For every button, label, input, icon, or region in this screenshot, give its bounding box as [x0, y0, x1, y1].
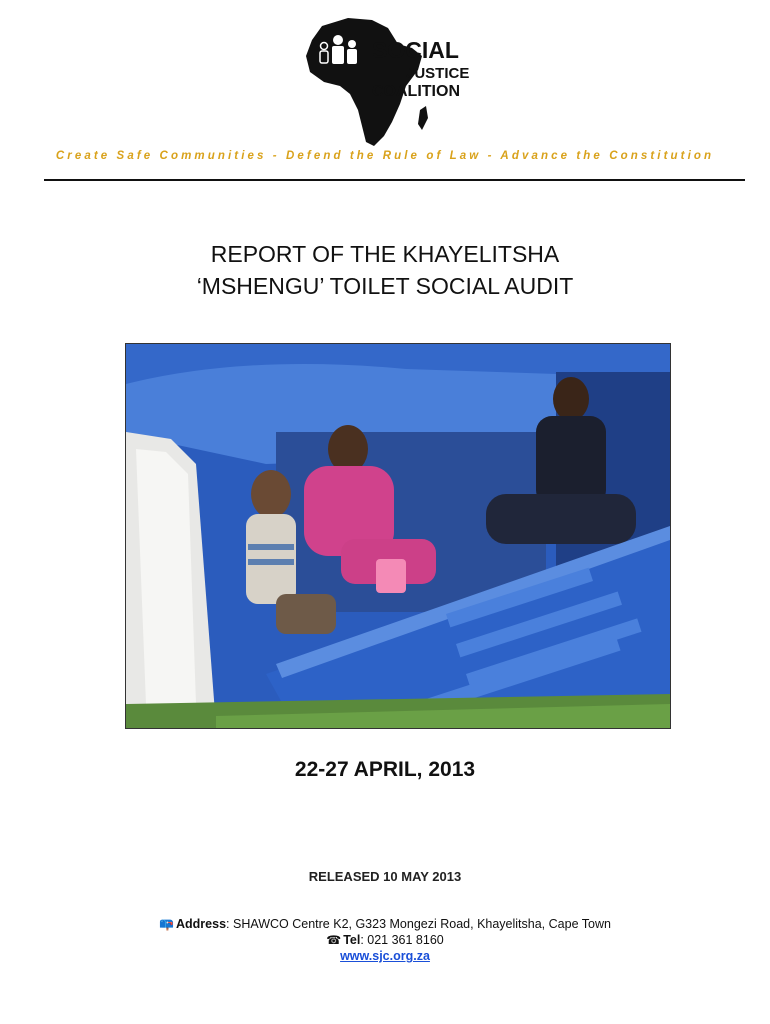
- tagline: Create Safe Communities - Defend the Rule of Law - Advance the Constitution: [55, 150, 715, 162]
- tel-line: [0, 932, 770, 948]
- address-line: [0, 916, 770, 932]
- cover-photo: [125, 343, 671, 729]
- audit-dates: 22-27 APRIL, 2013: [294, 758, 476, 781]
- website-line: [0, 948, 770, 964]
- header-divider: [44, 179, 745, 181]
- report-title: [0, 238, 770, 302]
- logo-text-coalition: COALITION: [372, 83, 460, 100]
- report-title-line1: REPORT OF THE KHAYELITSHA: [210, 241, 560, 267]
- logo-text-justice: JUSTICE: [406, 65, 470, 82]
- address-label: Address: [176, 917, 227, 931]
- website-link[interactable]: www.sjc.org.za: [340, 949, 430, 963]
- contact-block: [0, 916, 770, 964]
- tel-label: Tel: [343, 933, 361, 947]
- sjc-logo: [300, 14, 500, 154]
- address-value: : SHAWCO Centre K2, G323 Mongezi Road, Khayelitsha, Cape Town: [226, 917, 611, 931]
- release-date: RELEASED 10 MAY 2013: [308, 869, 462, 884]
- tel-value: : 021 361 8160: [360, 933, 444, 947]
- telephone-icon: ☎: [326, 933, 342, 947]
- logo-text-social: SOCIAL: [372, 37, 459, 63]
- report-title-line2: ‘MSHENGU’ TOILET SOCIAL AUDIT: [196, 273, 574, 299]
- mailbox-icon: 📪: [159, 917, 174, 931]
